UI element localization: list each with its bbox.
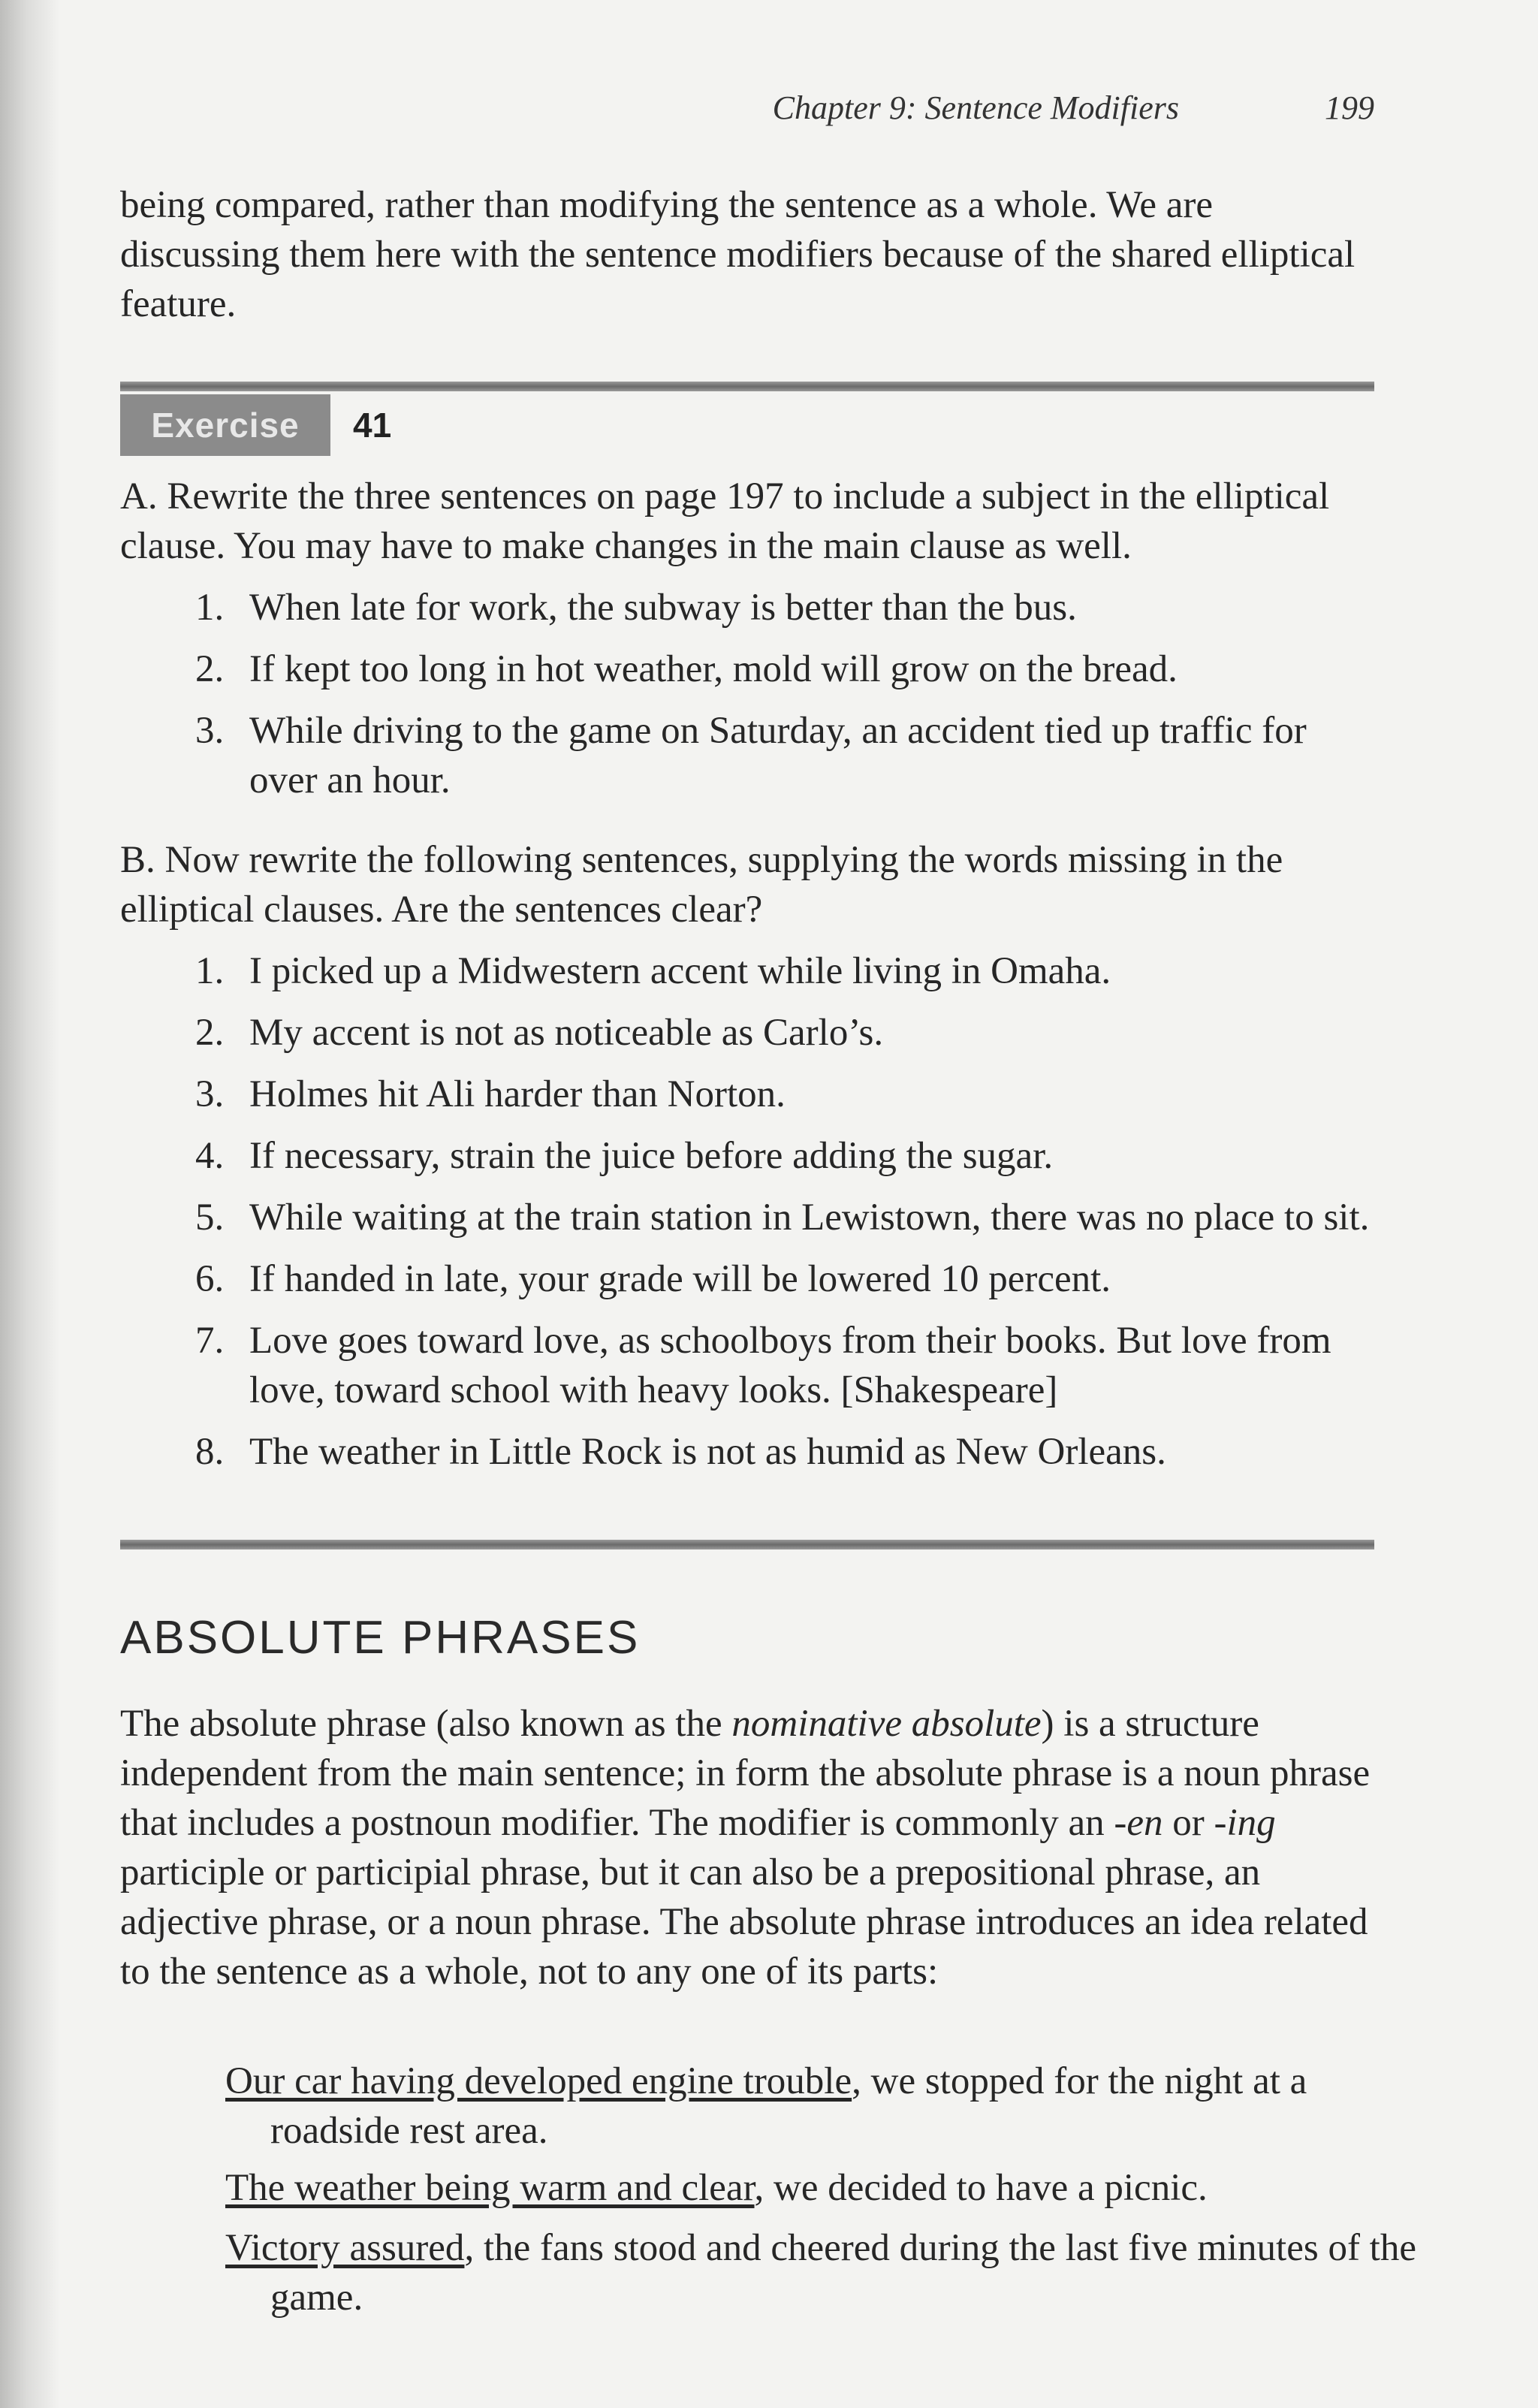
item-text: If handed in late, your grade will be lowered 10 percent.	[249, 1258, 1111, 1300]
item-text: I picked up a Midwestern accent while living in Omaha.	[249, 950, 1111, 992]
item-text: My accent is not as noticeable as Carlo’s.	[249, 1012, 884, 1054]
item-text: If kept too long in hot weather, mold will grow on the bread.	[249, 648, 1178, 690]
book-page	[120, 0, 1416, 2408]
item-number: 7.	[195, 1320, 225, 1362]
item-number: 6.	[195, 1258, 225, 1300]
exercise-label: Exercise	[120, 394, 330, 456]
item-number: 2.	[195, 648, 225, 690]
absolute-phrase: Our car having developed engine trouble	[225, 2060, 852, 2102]
example-rest: , the fans stood and cheered during the last five minutes of the game.	[270, 2227, 1416, 2319]
section-heading: ABSOLUTE PHRASES	[120, 1612, 641, 1664]
example-rest: , we stopped for the night at a roadside rest area.	[270, 2060, 1307, 2152]
binding-shadow	[0, 0, 60, 2408]
running-head	[623, 89, 1374, 141]
intro-paragraph: being compared, rather than modifying the sentence as a whole. We are discussing them here with the sentence modifiers because of the shared elliptical feature.	[120, 184, 1356, 325]
part-b-list	[120, 946, 1374, 1489]
body-text: ) is a structure independent from the main sentence; in form the absolute phrase is a noun phrase that includes a postnoun modifier. The modifier is commonly an	[120, 1703, 1371, 1844]
absolute-phrase: The weather being warm and clear	[225, 2167, 755, 2209]
item-number: 8.	[195, 1431, 225, 1473]
item-number: 3.	[195, 710, 225, 752]
item-number: 1.	[195, 587, 225, 629]
example-rest: , we decided to have a picnic.	[754, 2167, 1208, 2209]
section-body-paragraph	[120, 1699, 1374, 1996]
item-number: 4.	[195, 1135, 225, 1177]
example-sentence	[225, 2163, 1419, 2213]
part-b-instructions: B. Now rewrite the following sentences, supplying the words missing in the elliptical clauses. Are the sentences clear?	[120, 839, 1283, 931]
list-item	[120, 1131, 1374, 1181]
example-sentence	[225, 2056, 1419, 2156]
absolute-phrase: Victory assured	[225, 2227, 465, 2269]
list-item	[120, 1193, 1374, 1242]
list-item	[120, 706, 1374, 805]
body-text: The absolute phrase (also known as the	[120, 1703, 732, 1745]
item-text: Love goes toward love, as schoolboys from their books. But love from love, toward school with heavy looks. [Shakespeare]	[249, 1320, 1331, 1411]
body-text: or	[1163, 1802, 1214, 1844]
body-term: nominative absolute	[731, 1703, 1042, 1745]
item-number: 3.	[195, 1073, 225, 1115]
example-sentence	[225, 2223, 1419, 2322]
exercise-top-rule	[120, 382, 1374, 391]
list-item	[120, 946, 1374, 996]
part-a-list	[120, 583, 1374, 817]
item-number: 1.	[195, 950, 225, 992]
page-number: 199	[1325, 89, 1374, 126]
body-suffix-ing: -ing	[1214, 1802, 1276, 1844]
item-text: The weather in Little Rock is not as humid as New Orleans.	[249, 1431, 1166, 1473]
chapter-title: Chapter 9: Sentence Modifiers	[772, 89, 1179, 126]
exercise-bottom-rule	[120, 1540, 1374, 1550]
item-number: 2.	[195, 1012, 225, 1054]
item-text: While waiting at the train station in Lewistown, there was no place to sit.	[249, 1196, 1370, 1239]
body-text: participle or participial phrase, but it can also be a prepositional phrase, an adjective phrase, or a noun phrase. The absolute phrase introduces an idea related to the sentence as a whole, not to any one of its parts:	[120, 1851, 1368, 1993]
list-item	[120, 1254, 1374, 1304]
list-item	[120, 1316, 1374, 1415]
list-item	[120, 1070, 1374, 1119]
item-text: Holmes hit Ali harder than Norton.	[249, 1073, 786, 1115]
item-text: When late for work, the subway is better than the bus.	[249, 587, 1077, 629]
item-text: If necessary, strain the juice before adding the sugar.	[249, 1135, 1054, 1177]
exercise-number: 41	[353, 406, 392, 445]
list-item	[120, 583, 1374, 632]
part-a-instructions: A. Rewrite the three sentences on page 197 to include a subject in the elliptical clause. You may have to make changes in the main clause as well.	[120, 475, 1330, 567]
list-item	[120, 1427, 1374, 1477]
list-item	[120, 644, 1374, 694]
body-suffix-en: -en	[1114, 1802, 1163, 1844]
item-text: While driving to the game on Saturday, an accident tied up traffic for over an hour.	[249, 710, 1307, 801]
list-item	[120, 1008, 1374, 1058]
item-number: 5.	[195, 1196, 225, 1239]
